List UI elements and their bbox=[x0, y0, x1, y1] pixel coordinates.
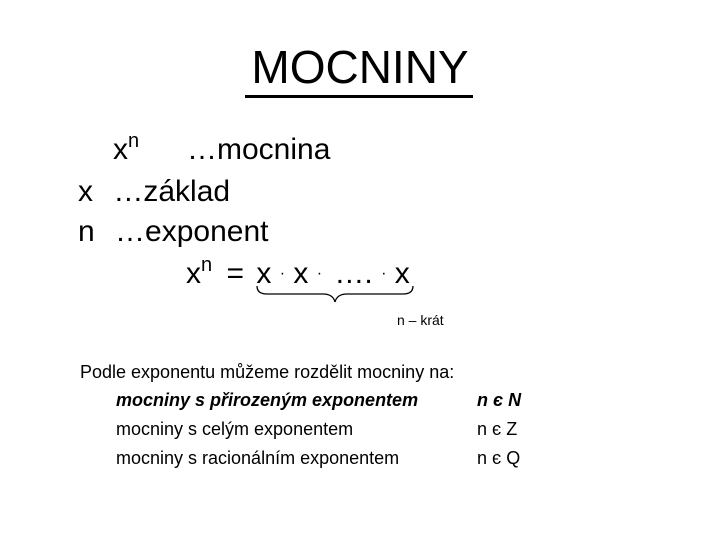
formula-base: x bbox=[186, 257, 201, 290]
formula-exponent: n bbox=[201, 254, 213, 276]
power-base: x bbox=[113, 133, 128, 166]
definition-symbol: x bbox=[78, 175, 93, 208]
formula-ellipsis: …. bbox=[334, 257, 373, 290]
formula-dot: · bbox=[381, 265, 387, 282]
power-exponent: n bbox=[128, 130, 140, 152]
formula-factor: x bbox=[293, 257, 309, 290]
brace-label: n – krát bbox=[397, 312, 444, 328]
definition-base bbox=[78, 174, 230, 210]
formula-equals: = bbox=[226, 257, 244, 290]
underbrace bbox=[255, 284, 415, 308]
formula-dot: · bbox=[316, 265, 323, 282]
page-title: MOCNINY bbox=[251, 41, 469, 93]
formula-factor: x bbox=[256, 257, 272, 290]
formula-dot: · bbox=[279, 265, 286, 282]
type-natural-set: n є N bbox=[477, 390, 522, 410]
formula-factor: x bbox=[394, 257, 410, 290]
type-natural: mocniny s přirozeným exponentem bbox=[116, 390, 419, 410]
definition-symbol: n bbox=[78, 215, 95, 248]
definition-text: …exponent bbox=[115, 215, 269, 248]
definition-exponent bbox=[78, 214, 268, 250]
definition-text: …základ bbox=[113, 175, 231, 208]
type-integer-set: n є Z bbox=[477, 419, 518, 439]
type-rational: mocniny s racionálním exponentem bbox=[116, 448, 400, 468]
power-expression bbox=[113, 132, 139, 168]
type-rational-set: n є Q bbox=[477, 448, 521, 468]
title-underline bbox=[245, 95, 473, 98]
intro-text: Podle exponentu můžeme rozdělit mocniny na: bbox=[80, 362, 455, 382]
power-label: …mocnina bbox=[187, 133, 331, 166]
type-integer: mocniny s celým exponentem bbox=[116, 419, 354, 439]
